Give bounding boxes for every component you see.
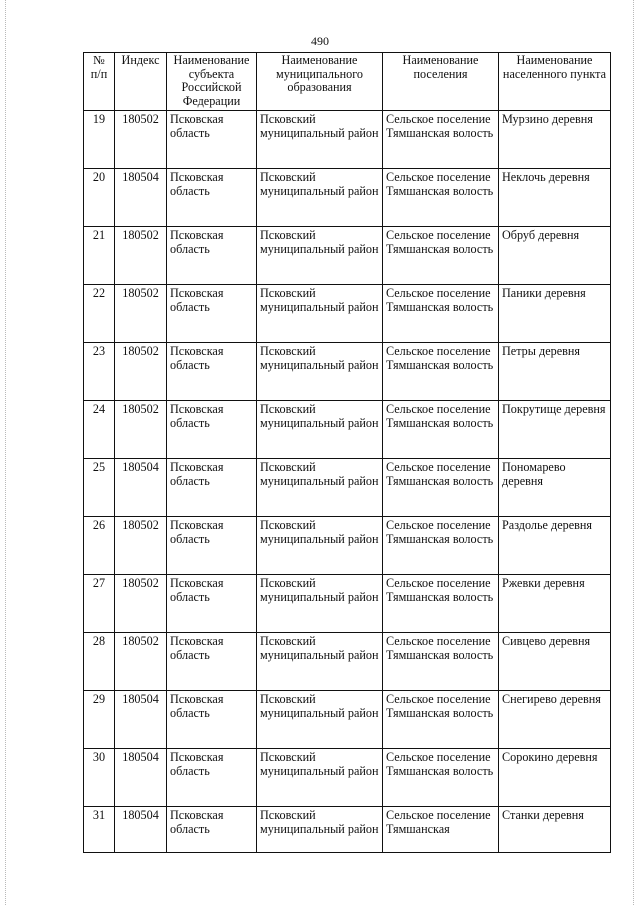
row-subject: Псковская область bbox=[167, 169, 257, 227]
row-index: 180504 bbox=[115, 749, 167, 807]
row-municipal: Псковский муниципальный район bbox=[257, 807, 383, 853]
row-settlement: Сельское поселение Тямшанская волость bbox=[383, 691, 499, 749]
row-settlement: Сельское поселение Тямшанская волость bbox=[383, 517, 499, 575]
header-index: Индекс bbox=[115, 53, 167, 111]
row-number: 20 bbox=[84, 169, 115, 227]
row-settlement: Сельское поселение Тямшанская волость bbox=[383, 227, 499, 285]
row-municipal: Псковский муниципальный район bbox=[257, 285, 383, 343]
table-row bbox=[84, 575, 611, 633]
row-number: 22 bbox=[84, 285, 115, 343]
row-municipal: Псковский муниципальный район bbox=[257, 691, 383, 749]
row-index: 180502 bbox=[115, 285, 167, 343]
row-settlement: Сельское поселение Тямшанская волость bbox=[383, 111, 499, 169]
row-index: 180502 bbox=[115, 517, 167, 575]
row-number: 19 bbox=[84, 111, 115, 169]
row-locality: Снегирево деревня bbox=[499, 691, 611, 749]
row-index: 180502 bbox=[115, 343, 167, 401]
row-number: 29 bbox=[84, 691, 115, 749]
row-subject: Псковская область bbox=[167, 749, 257, 807]
row-municipal: Псковский муниципальный район bbox=[257, 111, 383, 169]
row-subject: Псковская область bbox=[167, 633, 257, 691]
table-row bbox=[84, 111, 611, 169]
row-locality: Петры деревня bbox=[499, 343, 611, 401]
table-row bbox=[84, 285, 611, 343]
row-municipal: Псковский муниципальный район bbox=[257, 401, 383, 459]
row-municipal: Псковский муниципальный район bbox=[257, 517, 383, 575]
row-index: 180502 bbox=[115, 633, 167, 691]
row-number: 31 bbox=[84, 807, 115, 853]
row-locality: Раздолье деревня bbox=[499, 517, 611, 575]
row-settlement: Сельское поселение Тямшанская волость bbox=[383, 575, 499, 633]
row-number: 30 bbox=[84, 749, 115, 807]
table-row bbox=[84, 169, 611, 227]
row-number: 27 bbox=[84, 575, 115, 633]
table-row bbox=[84, 807, 611, 853]
row-locality: Станки деревня bbox=[499, 807, 611, 853]
row-settlement: Сельское поселение Тямшанская волость bbox=[383, 343, 499, 401]
table-row bbox=[84, 401, 611, 459]
row-locality: Ржевки деревня bbox=[499, 575, 611, 633]
row-locality: Обруб деревня bbox=[499, 227, 611, 285]
page-number: 490 bbox=[311, 34, 329, 48]
row-municipal: Псковский муниципальный район bbox=[257, 749, 383, 807]
table-row bbox=[84, 691, 611, 749]
table-row bbox=[84, 517, 611, 575]
row-number: 23 bbox=[84, 343, 115, 401]
row-settlement: Сельское поселение Тямшанская волость bbox=[383, 169, 499, 227]
row-subject: Псковская область bbox=[167, 691, 257, 749]
row-subject: Псковская область bbox=[167, 111, 257, 169]
row-number: 26 bbox=[84, 517, 115, 575]
row-settlement: Сельское поселение Тямшанская волость bbox=[383, 285, 499, 343]
table-row bbox=[84, 227, 611, 285]
row-subject: Псковская область bbox=[167, 401, 257, 459]
row-index: 180502 bbox=[115, 111, 167, 169]
row-municipal: Псковский муниципальный район bbox=[257, 575, 383, 633]
header-number: № п/п bbox=[84, 53, 115, 111]
row-settlement: Сельское поселение Тямшанская волость bbox=[383, 459, 499, 517]
row-number: 28 bbox=[84, 633, 115, 691]
row-index: 180504 bbox=[115, 169, 167, 227]
settlements-table bbox=[83, 52, 611, 853]
row-locality: Паники деревня bbox=[499, 285, 611, 343]
row-settlement: Сельское поселение Тямшанская волость bbox=[383, 749, 499, 807]
row-subject: Псковская область bbox=[167, 459, 257, 517]
row-index: 180504 bbox=[115, 459, 167, 517]
row-municipal: Псковский муниципальный район bbox=[257, 633, 383, 691]
row-locality: Сивцево деревня bbox=[499, 633, 611, 691]
row-subject: Псковская область bbox=[167, 517, 257, 575]
row-subject: Псковская область bbox=[167, 227, 257, 285]
row-locality: Неклочь деревня bbox=[499, 169, 611, 227]
scan-edge-right bbox=[633, 0, 634, 905]
row-index: 180502 bbox=[115, 575, 167, 633]
row-number: 25 bbox=[84, 459, 115, 517]
row-subject: Псковская область bbox=[167, 575, 257, 633]
table-header-row bbox=[84, 53, 611, 111]
row-municipal: Псковский муниципальный район bbox=[257, 169, 383, 227]
table-row bbox=[84, 459, 611, 517]
table-row bbox=[84, 633, 611, 691]
row-subject: Псковская область bbox=[167, 285, 257, 343]
row-municipal: Псковский муниципальный район bbox=[257, 343, 383, 401]
header-settlement: Наименование поселения bbox=[383, 53, 499, 111]
row-locality: Пономарево деревня bbox=[499, 459, 611, 517]
row-number: 24 bbox=[84, 401, 115, 459]
header-municipal: Наименование муниципального образования bbox=[257, 53, 383, 111]
table-row bbox=[84, 343, 611, 401]
row-number: 21 bbox=[84, 227, 115, 285]
row-locality: Мурзино деревня bbox=[499, 111, 611, 169]
row-municipal: Псковский муниципальный район bbox=[257, 459, 383, 517]
row-index: 180502 bbox=[115, 401, 167, 459]
row-subject: Псковская область bbox=[167, 343, 257, 401]
row-settlement: Сельское поселение Тямшанская bbox=[383, 807, 499, 853]
table-row bbox=[84, 749, 611, 807]
row-settlement: Сельское поселение Тямшанская волость bbox=[383, 633, 499, 691]
row-settlement: Сельское поселение Тямшанская волость bbox=[383, 401, 499, 459]
header-subject: Наименование субъекта Российской Федерации bbox=[167, 53, 257, 111]
scan-edge-left bbox=[5, 0, 6, 905]
row-subject: Псковская область bbox=[167, 807, 257, 853]
row-index: 180504 bbox=[115, 691, 167, 749]
row-locality: Сорокино деревня bbox=[499, 749, 611, 807]
row-locality: Покрутище деревня bbox=[499, 401, 611, 459]
row-municipal: Псковский муниципальный район bbox=[257, 227, 383, 285]
header-locality: Наименование населенного пункта bbox=[499, 53, 611, 111]
row-index: 180504 bbox=[115, 807, 167, 853]
row-index: 180502 bbox=[115, 227, 167, 285]
